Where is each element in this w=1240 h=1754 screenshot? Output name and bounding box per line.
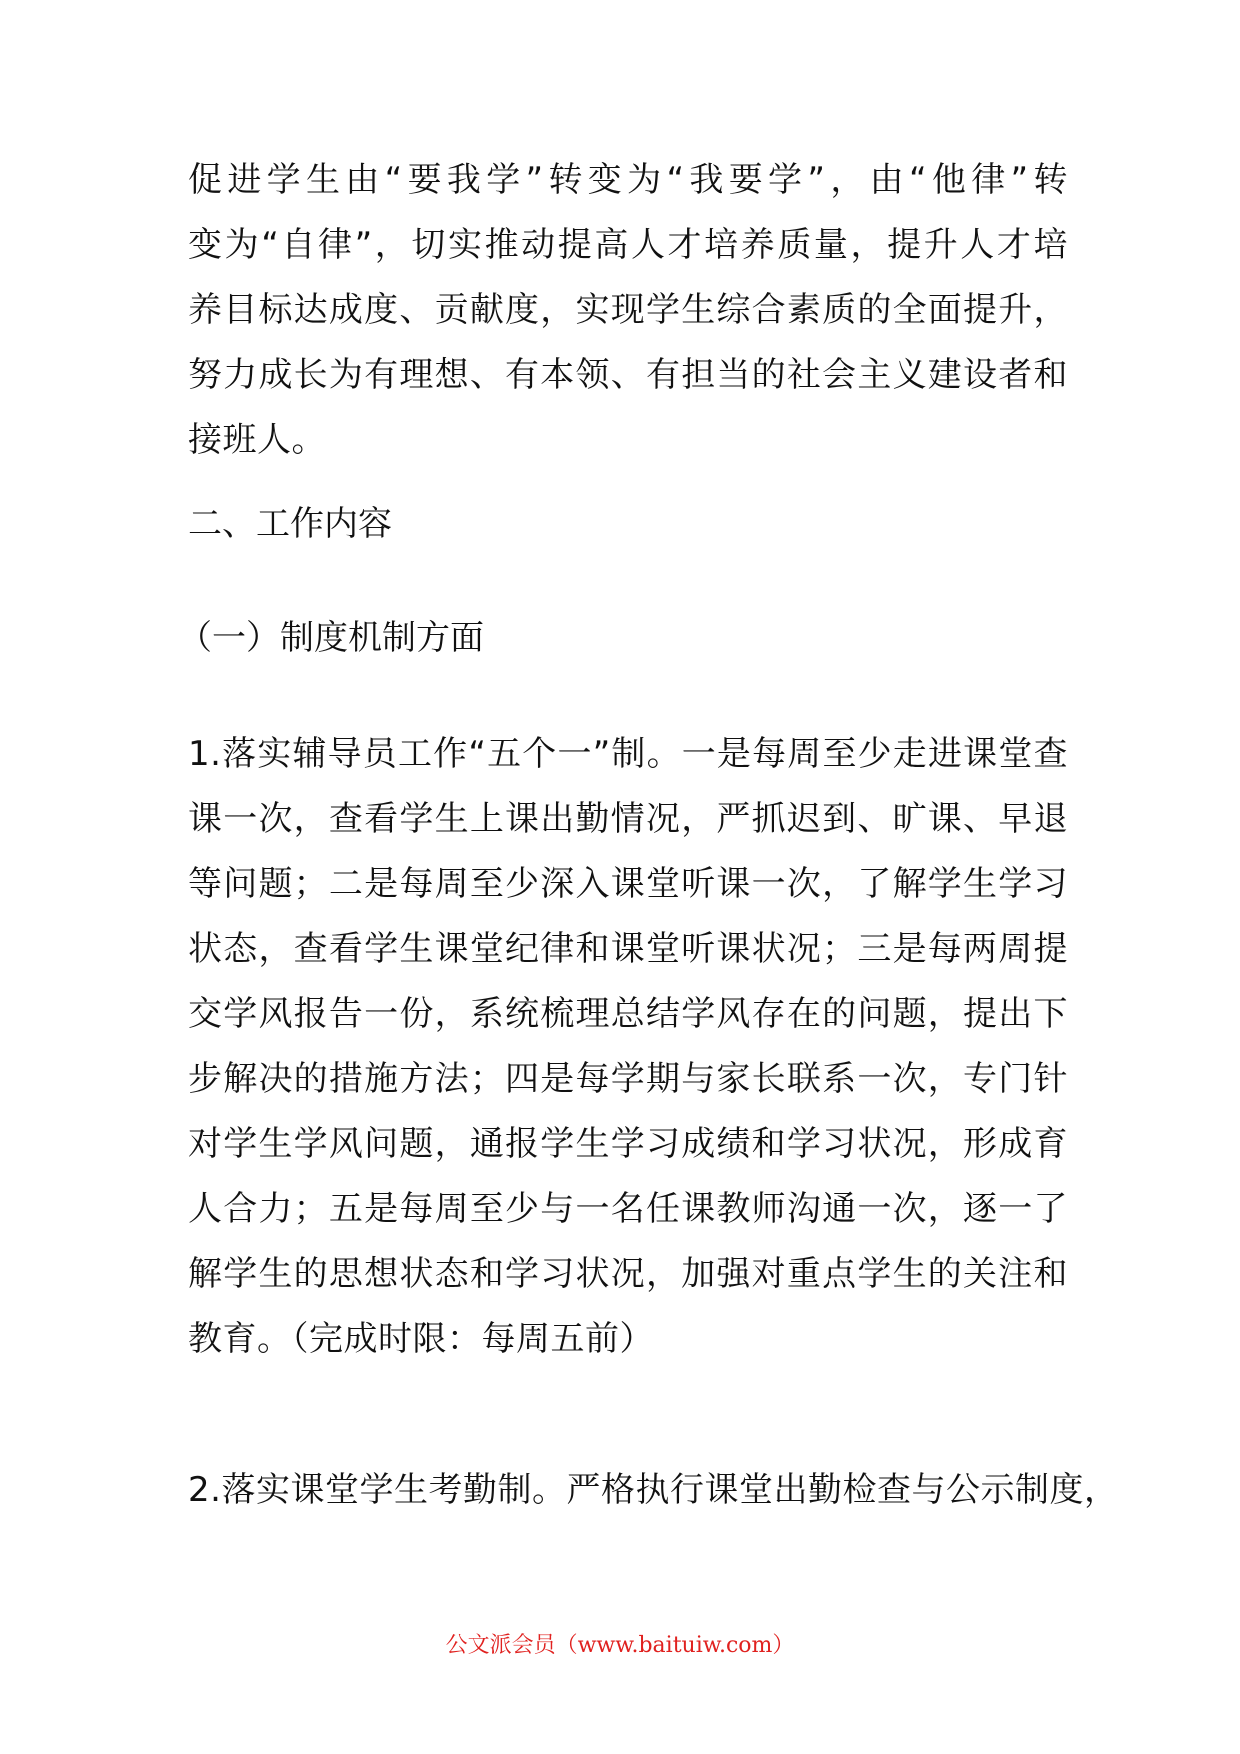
text-line: 促进学生由“要我学”转变为“我要学”，由“他律”转	[188, 160, 1068, 200]
text-line: 教育。（完成时限：每周五前）	[188, 1319, 654, 1359]
text-line: 交学风报告一份，系统梳理总结学风存在的问题，提出下	[188, 994, 1068, 1034]
text-line: 接班人。	[188, 420, 326, 460]
text-line: 步解决的措施方法；四是每学期与家长联系一次，专门针	[188, 1059, 1068, 1099]
text-line: 课一次，查看学生上课出勤情况，严抓迟到、旷课、早退	[188, 799, 1068, 839]
text-line: 养目标达成度、贡献度，实现学生综合素质的全面提升，	[188, 290, 1068, 330]
subsection-heading: （一）制度机制方面	[178, 618, 484, 658]
item2-paragraph	[188, 1458, 1119, 1523]
section-heading: 二、工作内容	[188, 504, 392, 544]
text-line: 变为“自律”，切实推动提高人才培养质量，提升人才培	[188, 225, 1068, 265]
item1-paragraph	[188, 722, 1068, 1372]
text-line: 对学生学风问题，通报学生学习成绩和学习状况，形成育	[188, 1124, 1068, 1164]
footer-watermark: 公文派会员（www.baituiw.com）	[445, 1633, 795, 1658]
text-line: 人合力；五是每周至少与一名任课教师沟通一次，逐一了	[188, 1189, 1068, 1229]
text-line: 努力成长为有理想、有本领、有担当的社会主义建设者和	[188, 355, 1068, 395]
text-line: 1.落实辅导员工作“五个一”制。一是每周至少走进课堂查	[188, 734, 1068, 774]
text-line: 解学生的思想状态和学习状况，加强对重点学生的关注和	[188, 1254, 1068, 1294]
text-line: 等问题；二是每周至少深入课堂听课一次，了解学生学习	[188, 864, 1068, 904]
intro-paragraph	[188, 148, 1068, 473]
text-line: 2.落实课堂学生考勤制。严格执行课堂出勤检查与公示制度，	[188, 1470, 1119, 1510]
text-line: 状态，查看学生课堂纪律和课堂听课状况；三是每两周提	[188, 929, 1068, 969]
